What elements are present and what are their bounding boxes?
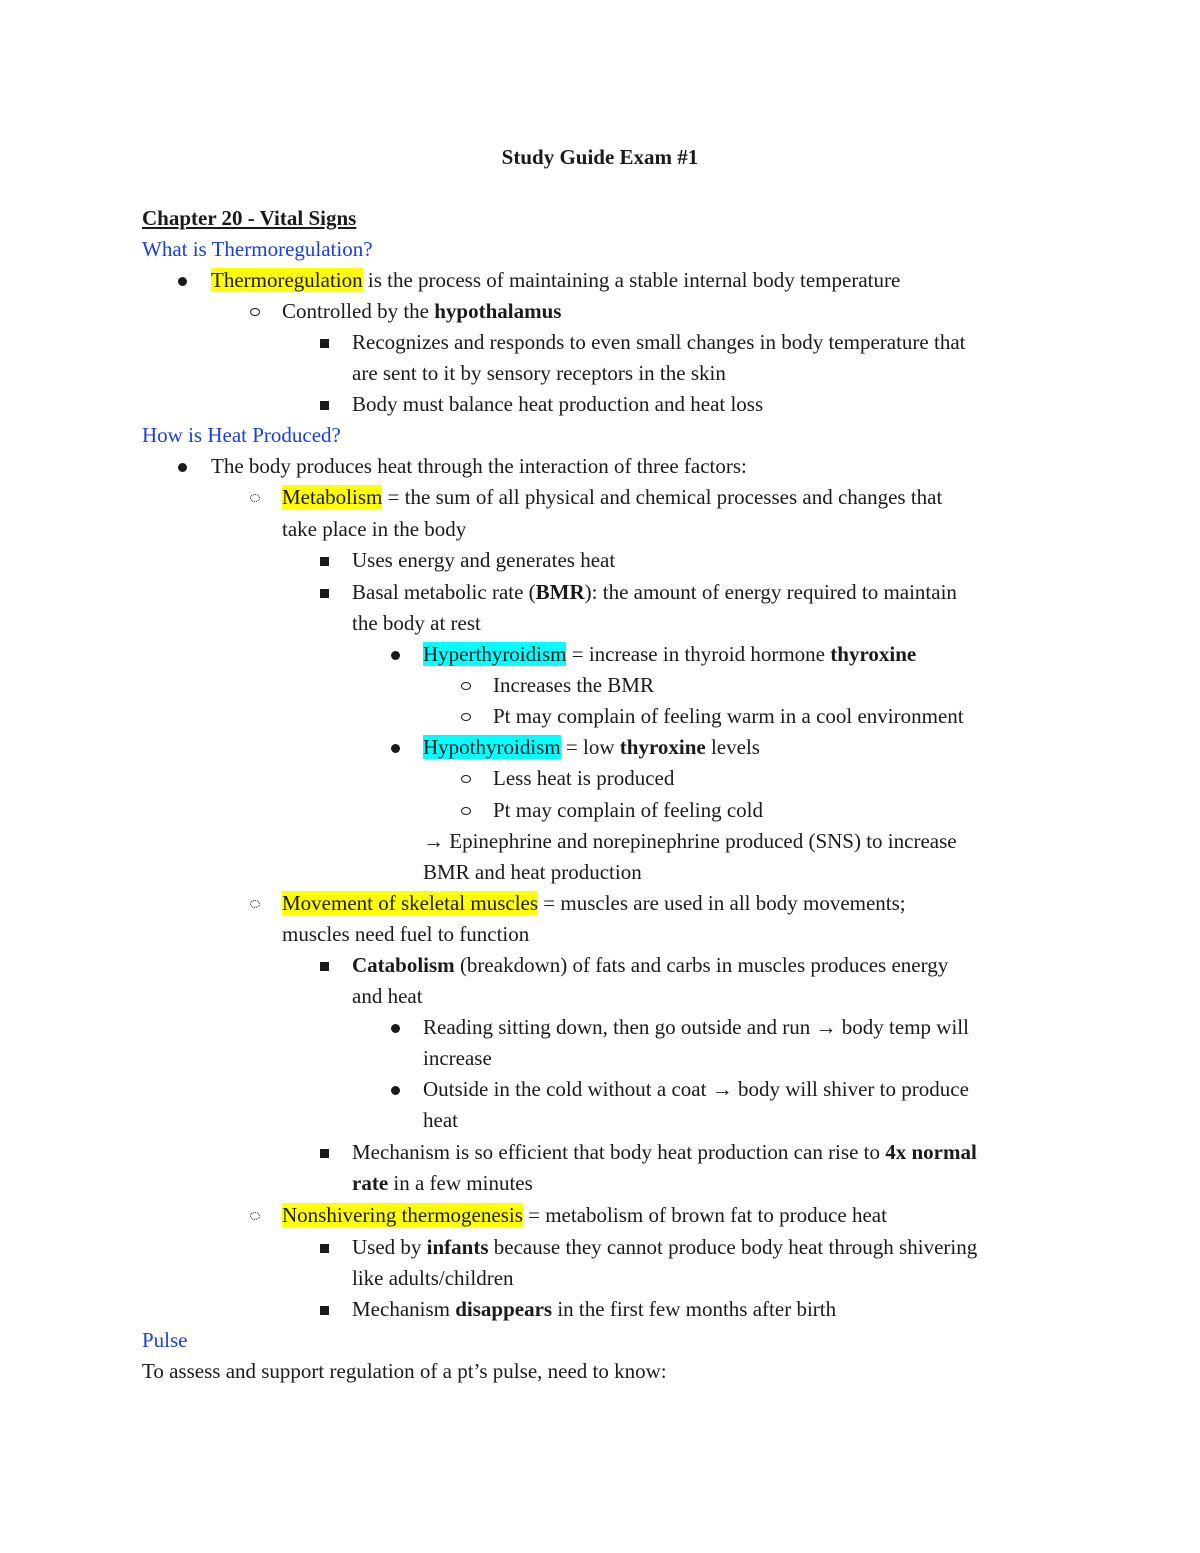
list-item: Pt may complain of feeling cold — [493, 798, 764, 822]
list-item: Hypothyroidism = low thyroxine levels — [423, 735, 760, 759]
list-item: Used by infants because they cannot produce body heat through shivering — [352, 1235, 978, 1259]
list-item: Outside in the cold without a coat → body will shiver to produce — [423, 1077, 969, 1101]
bullet-circle-icon — [461, 807, 471, 815]
list-item: Body must balance heat production and heat loss — [352, 392, 764, 416]
list-item: Controlled by the hypothalamus — [282, 299, 562, 323]
bullet-square-icon — [320, 339, 329, 348]
bullet-square-icon — [320, 1306, 329, 1315]
bullet-circle-icon — [461, 713, 471, 721]
highlight-term: Thermoregulation — [211, 268, 363, 292]
section-heading-heat-produced: How is Heat Produced? — [142, 423, 341, 447]
list-item: Thermoregulation is the process of maintaining a stable internal body temperature — [211, 268, 901, 292]
chapter-heading: Chapter 20 - Vital Signs — [142, 206, 357, 230]
bullet-square-icon — [320, 1149, 329, 1158]
list-item-continuation: take place in the body — [282, 517, 467, 541]
bullet-disc-icon — [391, 1086, 400, 1095]
list-item: Less heat is produced — [493, 766, 675, 790]
document-title: Study Guide Exam #1 — [501, 145, 699, 169]
bullet-square-icon — [320, 962, 329, 971]
section-heading-pulse: Pulse — [142, 1328, 188, 1352]
bullet-square-icon — [320, 557, 329, 566]
list-item: Basal metabolic rate (BMR): the amount of energy required to maintain — [352, 580, 957, 604]
list-item: Hyperthyroidism = increase in thyroid hormone thyroxine — [423, 642, 917, 666]
highlight-term: Movement of skeletal muscles — [282, 891, 539, 915]
bullet-disc-icon — [391, 1024, 400, 1033]
highlight-term: Nonshivering thermogenesis — [282, 1203, 523, 1227]
bullet-disc-icon — [178, 463, 187, 472]
section-heading-thermoregulation: What is Thermoregulation? — [142, 237, 373, 261]
arrow-note: → Epinephrine and norepinephrine produced (SNS) to increase — [423, 829, 957, 853]
bullet-circle-icon — [250, 308, 260, 316]
bullet-disc-icon — [391, 651, 400, 660]
list-item-continuation: rate in a few minutes — [352, 1171, 533, 1195]
list-item: Metabolism = the sum of all physical and chemical processes and changes that — [282, 485, 943, 509]
bullet-circle-icon — [250, 900, 260, 908]
bullet-disc-icon — [178, 277, 187, 286]
paragraph: To assess and support regulation of a pt’s pulse, need to know: — [142, 1359, 667, 1383]
list-item-continuation: heat — [423, 1108, 458, 1132]
bullet-circle-icon — [250, 494, 260, 502]
list-item: Catabolism (breakdown) of fats and carbs in muscles produces energy — [352, 953, 949, 977]
list-item-continuation: increase — [423, 1046, 492, 1070]
bullet-circle-icon — [461, 775, 471, 783]
list-item: Pt may complain of feeling warm in a cool environment — [493, 704, 964, 728]
list-item-continuation: are sent to it by sensory receptors in the skin — [352, 361, 726, 385]
bullet-square-icon — [320, 1244, 329, 1253]
arrow-note-continuation: BMR and heat production — [423, 860, 642, 884]
list-item-continuation: like adults/children — [352, 1266, 514, 1290]
highlight-term: Hyperthyroidism — [423, 642, 567, 666]
list-item: Mechanism disappears in the first few months after birth — [352, 1297, 837, 1321]
bullet-square-icon — [320, 589, 329, 598]
highlight-term: Hypothyroidism — [423, 735, 561, 759]
list-item: The body produces heat through the interaction of three factors: — [211, 454, 747, 478]
list-item-continuation: the body at rest — [352, 611, 481, 635]
bullet-disc-icon — [391, 744, 400, 753]
list-item: Recognizes and responds to even small changes in body temperature that — [352, 330, 966, 354]
list-item: Nonshivering thermogenesis = metabolism of brown fat to produce heat — [282, 1203, 887, 1227]
bullet-circle-icon — [250, 1212, 260, 1220]
list-item: Increases the BMR — [493, 673, 654, 697]
list-item: Uses energy and generates heat — [352, 548, 616, 572]
bullet-circle-icon — [461, 682, 471, 690]
list-item-continuation: muscles need fuel to function — [282, 922, 530, 946]
list-item: Mechanism is so efficient that body heat production can rise to 4x normal — [352, 1140, 977, 1164]
highlight-term: Metabolism — [282, 485, 383, 509]
list-item: Reading sitting down, then go outside and run → body temp will — [423, 1015, 969, 1039]
list-item-continuation: and heat — [352, 984, 423, 1008]
bullet-square-icon — [320, 401, 329, 410]
list-item: Movement of skeletal muscles = muscles are used in all body movements; — [282, 891, 906, 915]
